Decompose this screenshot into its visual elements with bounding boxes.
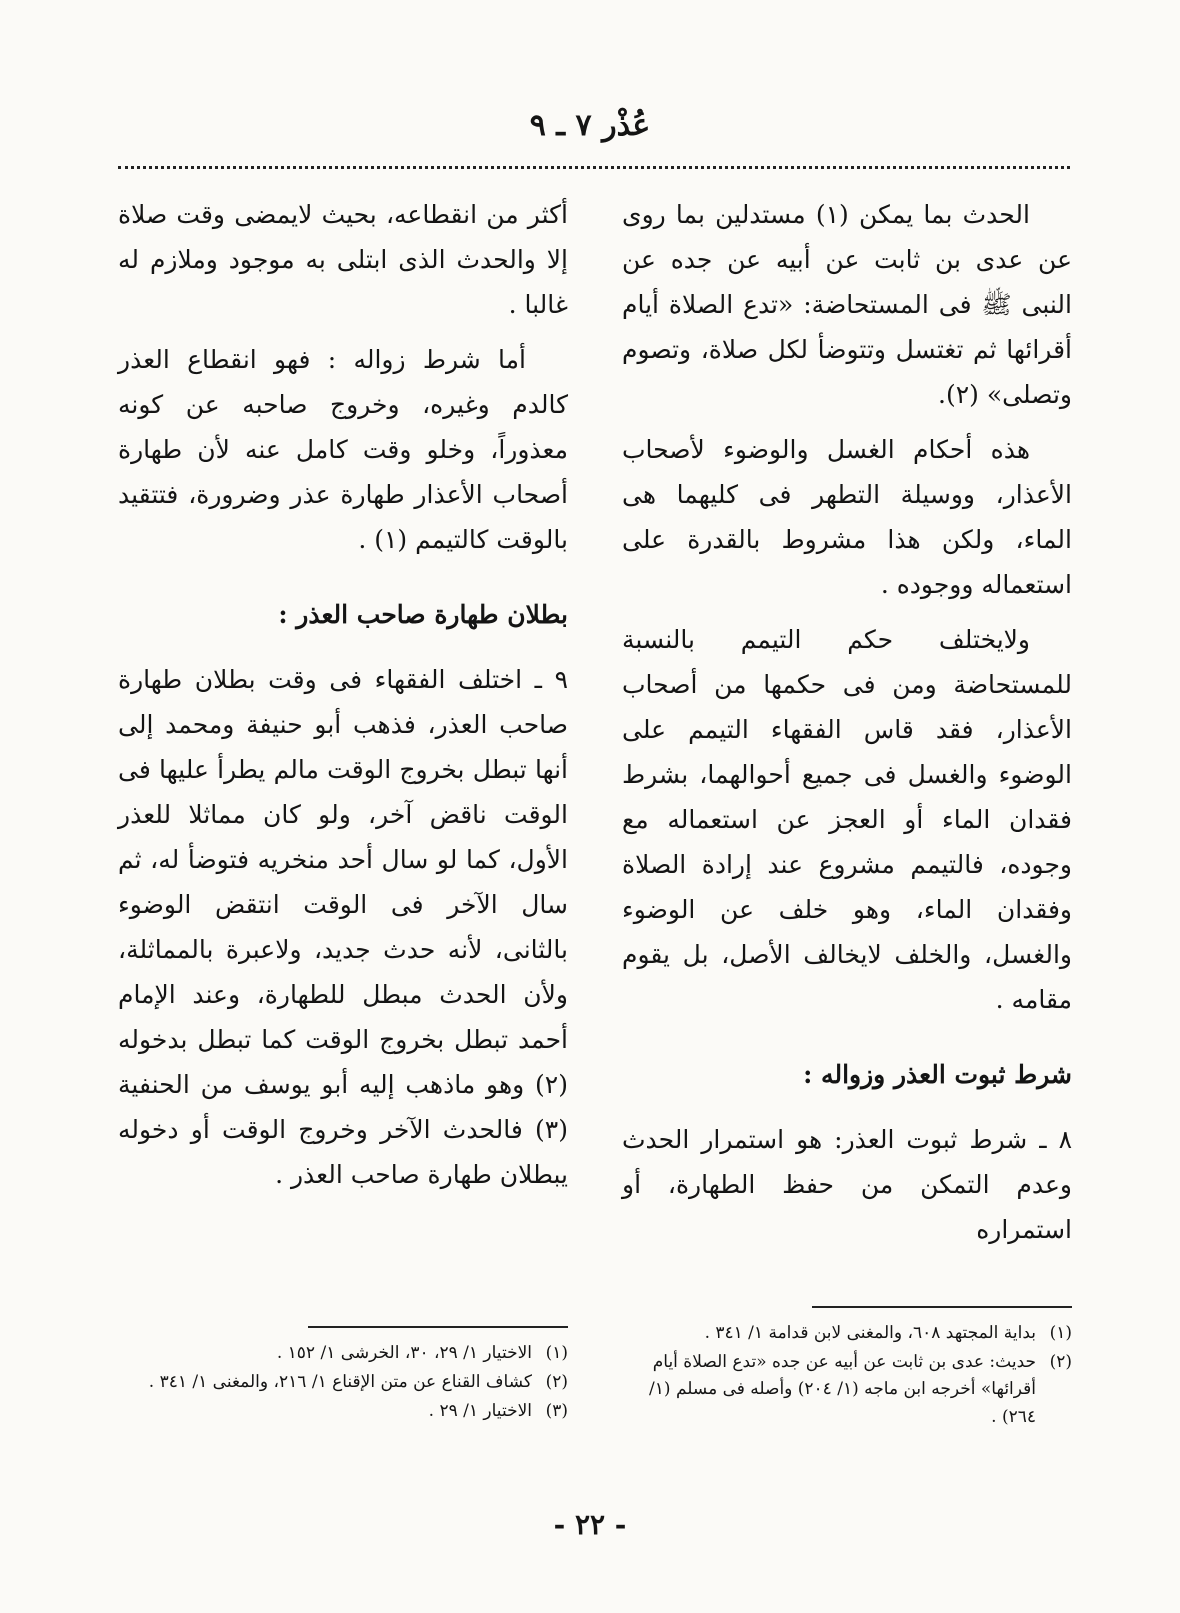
footnote [622, 1320, 1072, 1347]
footnote-text: الاختيار ١/ ٢٩ . [428, 1401, 532, 1422]
footnote [118, 1398, 568, 1425]
numbered-paragraph: ٨ ـ شرط ثبوت العذر: هو استمرار الحدث وعدم التمكن من حفظ الطهارة، أو استمراره [622, 1125, 1072, 1244]
right-column [622, 192, 1072, 1262]
footnotes-right [622, 1320, 1072, 1433]
body-paragraph: ولايختلف حكم التيمم بالنسبة للمستحاضة ومن فى حكمها من أصحاب الأعذار، فقد قاس الفقهاء التيمم على الوضوء والغسل فى جميع أحوالهما، بشرط فقدان الماء أو العجز عن استعماله مع وجوده، فالتيمم مشروع عند إرادة الصلاة وفقدان الماء، وهو خلف عن الوضوء والغسل، والخلف لايخالف الأصل، بل يقوم مقامه . [622, 625, 1072, 1014]
body-paragraph: الحدث بما يمكن (١) مستدلين بما روى عن عدى بن ثابت عن أبيه عن جده عن النبى ﷺ فى المستحاضة: «تدع الصلاة أيام أقرائها ثم تغتسل وتتوضأ لكل صلاة، وتصوم وتصلى» (٢). [622, 200, 1072, 409]
header-dotted-rule [118, 166, 1070, 169]
body-paragraph: أما شرط زواله : فهو انقطاع العذر كالدم وغيره، وخروج صاحبه عن كونه معذوراً، وخلو وقت كامل عنه لأن طهارة أصحاب الأعذار طهارة عذر وضرورة، فتتقيد بالوقت كالتيمم (١) . [118, 345, 568, 554]
footnote [118, 1340, 568, 1367]
footnote-number: (٢) [1049, 1352, 1072, 1373]
page-number: - ٢٢ - [553, 1508, 627, 1541]
footnote [118, 1369, 568, 1396]
body-paragraph: هذه أحكام الغسل والوضوء لأصحاب الأعذار، ووسيلة التطهر فى كليهما هى الماء، ولكن هذا مشروط بالقدرة على استعماله ووجوده . [622, 435, 1072, 599]
footnote-number: (١) [545, 1343, 568, 1363]
body-paragraph: أكثر من انقطاعه، بحيث لايمضى وقت صلاة إلا والحدث الذى ابتلى به موجود وملازم له غالبا . [118, 200, 568, 319]
left-column [118, 192, 568, 1207]
footnote-separator [308, 1326, 568, 1328]
footnote-text: كشاف القناع عن متن الإقناع ١/ ٢١٦، والمغنى ١/ ٣٤١ . [148, 1372, 532, 1393]
page-header-title: عُذْر ٧ ـ ٩ [529, 108, 651, 143]
footnote-number: (١) [1049, 1323, 1072, 1343]
footnote-separator [812, 1306, 1072, 1308]
section-heading: بطلان طهارة صاحب العذر : [278, 600, 568, 629]
footnotes-left [118, 1340, 568, 1428]
numbered-paragraph: ٩ ـ اختلف الفقهاء فى وقت بطلان طهارة صاحب العذر، فذهب أبو حنيفة ومحمد إلى أنها تبطل بخروج الوقت مالم يطرأ عليها فى الوقت ناقض آخر، ولو كان مماثلا للعذر الأول، كما لو سال أحد منخريه فتوضأ له، ثم سال الآخر فى الوقت انتقض الوضوء بالثانى، لأنه حدث جديد، ولاعبرة بالمماثلة، ولأن الحدث مبطل للطهارة، وعند الإمام أحمد تبطل بخروج الوقت كما تبطل بدخوله (٢) وهو ماذهب إليه أبو يوسف من الحنفية (٣) فالحدث الآخر وخروج الوقت أو دخوله يبطلان طهارة صاحب العذر . [118, 665, 568, 1189]
footnote [622, 1349, 1072, 1431]
footnote-number: (٢) [545, 1372, 568, 1393]
footnote-text: الاختيار ١/ ٢٩، ٣٠، الخرشى ١/ ١٥٢ . [276, 1343, 532, 1363]
footnote-text: بداية المجتهد ٦٠٨، والمغنى لابن قدامة ١/ ٣٤١ . [704, 1323, 1036, 1343]
footnote-number: (٣) [545, 1401, 568, 1422]
section-heading: شرط ثبوت العذر وزواله : [803, 1060, 1072, 1089]
footnote-text: حديث: عدى بن ثابت عن أبيه عن جده «تدع الصلاة أيام أقرائها» أخرجه ابن ماجه (١/ ٢٠٤) وأصله فى مسلم (١/ ٢٦٤) . [649, 1352, 1036, 1427]
